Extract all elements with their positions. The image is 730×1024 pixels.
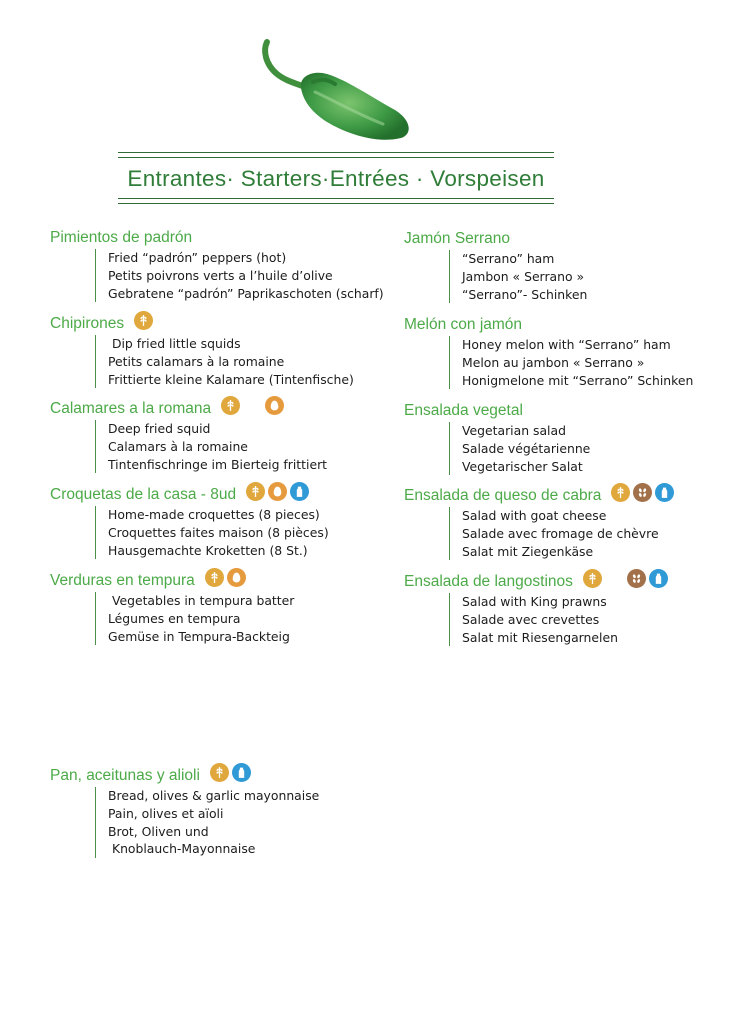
description-line: Jambon « Serrano » [462,268,585,284]
crustacean-allergen-icon [156,311,175,330]
menu-item-ensalada-de-langostinos [404,571,668,646]
dish-name [50,227,384,249]
description-line: Pain, olives et aïoli [108,805,224,821]
dish-name-text: Pan, aceitunas y alioli [50,767,200,784]
description-line: Dip fried little squids [108,336,241,351]
milk-allergen-icon [649,569,668,588]
description-line: Knoblauch-Mayonnaise [108,841,256,857]
dish-description [449,250,587,303]
description-line: Salat mit Ziegenkäse [462,543,594,559]
description-line: Salad with goat cheese [462,508,607,523]
description-line: Gebratene “padrón” Paprikaschoten (scharf) [108,285,384,301]
description-line: Croquettes faites maison (8 pièces) [108,524,329,540]
dish-description [95,420,327,473]
sesame-allergen-icon [627,569,646,588]
dish-description [449,507,674,560]
title-rule-top-2 [118,157,554,158]
milk-allergen-icon [290,482,309,501]
menu-item-verduras-en-tempura [50,570,294,645]
description-line: Vegetarian salad [462,423,566,438]
dish-description [449,422,590,475]
menu-item-ensalada-de-queso-de-cabra [404,485,674,560]
milk-allergen-icon [655,483,674,502]
dish-name [50,313,354,335]
allergen-badges [221,396,284,415]
dish-name-text: Ensalada de langostinos [404,573,573,590]
description-line: Légumes en tempura [108,610,241,626]
description-line: Frittierte kleine Kalamare (Tintenfische) [108,371,354,387]
dish-name [50,398,327,420]
dish-name [404,485,674,507]
dish-name-text: Pimientos de padrón [50,229,193,246]
description-line: Fried “padrón” peppers (hot) [108,250,287,265]
egg-allergen-icon [268,482,287,501]
menu-item-pan-aceitunas-y-alioli [50,765,319,858]
title-rule-bottom-2 [118,203,554,204]
dish-description [95,592,294,645]
menu-item-chipirones [50,313,354,388]
menu-item-pimientos-de-padron [50,227,384,302]
gluten-allergen-icon [611,483,630,502]
description-line: “Serrano”- Schinken [462,286,588,302]
padron-pepper-illustration [255,36,415,146]
egg-allergen-icon [265,396,284,415]
menu-section-title: Entrantes· Starters·Entrées · Vorspeisen [127,166,545,191]
dish-name-text: Jamón Serrano [404,230,510,247]
menu-item-melon-con-jamon [404,314,693,389]
description-line: Petits calamars à la romaine [108,353,285,369]
dish-name [404,228,587,250]
description-line: Salade avec crevettes [462,611,600,627]
dish-description [95,506,329,559]
description-line: Honey melon with “Serrano” ham [462,337,671,352]
description-line: Hausgemachte Kroketten (8 St.) [108,542,308,558]
allergen-badges [205,568,246,587]
description-line: Salade végétarienne [462,440,591,456]
allergen-badges [611,483,674,502]
dish-name [404,314,693,336]
description-line: Calamars à la romaine [108,438,248,454]
dish-name [50,484,329,506]
description-line: Brot, Oliven und [108,823,209,839]
dish-name-text: Croquetas de la casa - 8ud [50,486,237,503]
gluten-allergen-icon [210,763,229,782]
gluten-allergen-icon [134,311,153,330]
dish-name [404,571,668,593]
dish-description [95,335,354,388]
description-line: Home-made croquettes (8 pieces) [108,507,320,522]
gluten-allergen-icon [221,396,240,415]
dish-description [449,336,693,389]
dish-name [50,570,294,592]
description-line: Salade avec fromage de chèvre [462,525,659,541]
egg-allergen-icon [227,568,246,587]
description-line: Gemüse in Tempura-Backteig [108,628,290,644]
allergen-badges [134,311,175,330]
description-line: Tintenfischringe im Bierteig frittiert [108,456,328,472]
gluten-allergen-icon [583,569,602,588]
menu-item-croquetas-de-la-casa-8ud [50,484,329,559]
dish-description [95,249,384,302]
allergen-badges [246,482,309,501]
description-line: Vegetables in tempura batter [108,593,295,608]
gluten-allergen-icon [205,568,224,587]
dish-name-text: Ensalada de queso de cabra [404,487,602,504]
dish-name [50,765,319,787]
dish-name-text: Ensalada vegetal [404,402,523,419]
description-line: Honigmelone mit “Serrano” Schinken [462,372,694,388]
description-line: Deep fried squid [108,421,211,436]
allergen-badges [583,569,668,588]
menu-item-ensalada-vegetal [404,400,590,475]
dish-name-text: Melón con jamón [404,316,523,333]
title-rule-top-1 [118,152,554,153]
allergen-badges [210,763,251,782]
description-line: Petits poivrons verts a l’huile d’olive [108,267,333,283]
dish-description [95,787,319,858]
crustacean-allergen-icon [243,396,262,415]
description-line: Salat mit Riesengarnelen [462,629,618,645]
dish-name [404,400,590,422]
description-line: Melon au jambon « Serrano » [462,354,645,370]
description-line: Bread, olives & garlic mayonnaise [108,788,320,803]
description-line: Salad with King prawns [462,594,607,609]
crustacean-allergen-icon [605,569,624,588]
dish-name-text: Verduras en tempura [50,572,195,589]
dish-description [449,593,668,646]
menu-item-jamon-serrano [404,228,587,303]
sesame-allergen-icon [633,483,652,502]
milk-allergen-icon [232,763,251,782]
gluten-allergen-icon [246,482,265,501]
title-rule-bottom-1 [118,198,554,199]
dish-name-text: Chipirones [50,315,125,332]
description-line: “Serrano” ham [462,251,555,266]
menu-item-calamares-a-la-romana [50,398,327,473]
dish-name-text: Calamares a la romana [50,400,212,417]
description-line: Vegetarischer Salat [462,458,583,474]
